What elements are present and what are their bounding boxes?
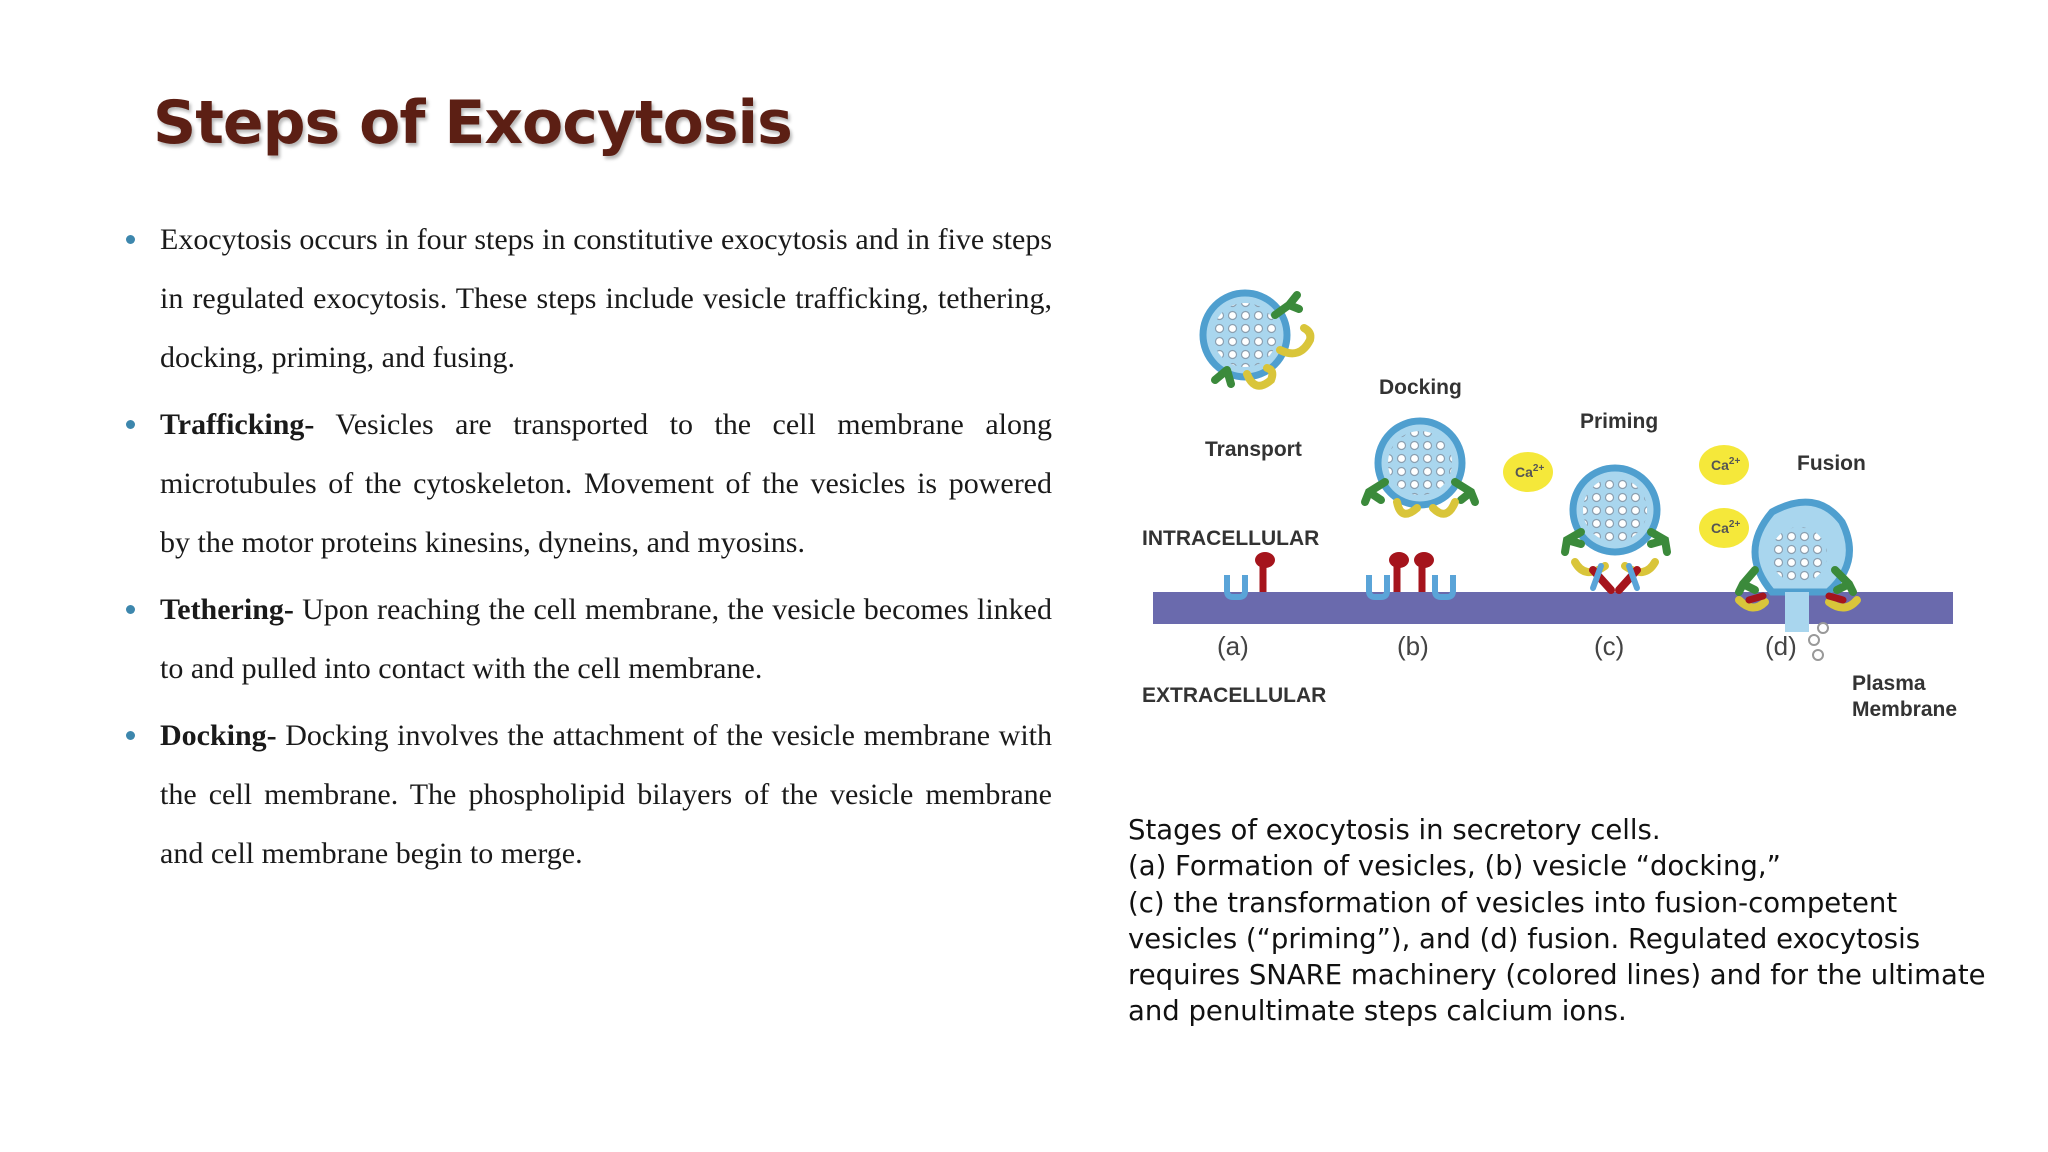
label-membrane: Membrane bbox=[1852, 698, 1958, 721]
bullet-term: Docking- bbox=[160, 719, 277, 752]
calcium-ion-charge: 2+ bbox=[1532, 463, 1545, 474]
priming-vesicle bbox=[1565, 468, 1667, 590]
figure-caption bbox=[1128, 812, 2028, 1030]
snare-proteins-b bbox=[1369, 552, 1453, 597]
slide-title: Steps of Exocytosis bbox=[153, 88, 792, 158]
label-intracellular: INTRACELLULAR bbox=[1142, 527, 1320, 550]
exocytosis-diagram-svg bbox=[1135, 270, 1975, 740]
calcium-ion-label: Ca bbox=[1515, 464, 1533, 480]
bullet-dot-icon bbox=[126, 420, 135, 429]
caption-line: requires SNARE machinery (colored lines) and for the ultimate bbox=[1128, 959, 1986, 992]
bullet-text bbox=[160, 706, 1052, 883]
label-panel-a: (a) bbox=[1217, 631, 1249, 661]
bullet-text bbox=[160, 580, 1052, 698]
bullet-term: Trafficking- bbox=[160, 408, 315, 441]
label-priming: Priming bbox=[1580, 410, 1659, 433]
calcium-ion-charge: 2+ bbox=[1728, 456, 1741, 467]
bullet-dot-icon bbox=[126, 605, 135, 614]
bullet-list bbox=[122, 210, 1052, 891]
bullet-item bbox=[122, 210, 1052, 387]
bullet-body: Vesicles are transported to the cell membrane along microtubules of the cytoskeleton. Movement of the vesicles is powered by the motor proteins kinesins, dyneins, and myosins. bbox=[160, 408, 1052, 559]
bullet-body: Upon reaching the cell membrane, the vesicle becomes linked to and pulled into contact with the cell membrane. bbox=[160, 593, 1052, 685]
bullet-body: Docking involves the attachment of the vesicle membrane with the cell membrane. The phospholipid bilayers of the vesicle membrane and cell membrane begin to merge. bbox=[160, 719, 1052, 870]
label-docking: Docking bbox=[1379, 376, 1462, 399]
snare-proteins-a bbox=[1227, 552, 1275, 597]
label-extracellular: EXTRACELLULAR bbox=[1142, 684, 1327, 707]
bullet-dot-icon bbox=[126, 235, 135, 244]
bullet-dot-icon bbox=[126, 731, 135, 740]
calcium-ion bbox=[1699, 508, 1749, 548]
calcium-ion-label: Ca bbox=[1711, 520, 1729, 536]
caption-line: and penultimate steps calcium ions. bbox=[1128, 995, 1627, 1028]
docking-vesicle bbox=[1365, 421, 1475, 514]
calcium-ion-label: Ca bbox=[1711, 457, 1729, 473]
bullet-term: Tethering- bbox=[160, 593, 294, 626]
caption-line: (a) Formation of vesicles, (b) vesicle “docking,” bbox=[1128, 850, 1781, 883]
transport-vesicle bbox=[1203, 293, 1310, 386]
label-panel-b: (b) bbox=[1397, 631, 1429, 661]
caption-line: vesicles (“priming”), and (d) fusion. Regulated exocytosis bbox=[1128, 922, 1921, 955]
label-panel-c: (c) bbox=[1594, 631, 1625, 661]
caption-line: Stages of exocytosis in secretory cells. bbox=[1128, 814, 1661, 846]
label-panel-d: (d) bbox=[1765, 631, 1797, 661]
label-plasma: Plasma bbox=[1852, 672, 1926, 695]
bullet-item bbox=[122, 580, 1052, 698]
bullet-body: Exocytosis occurs in four steps in constitutive exocytosis and in five steps in regulated exocytosis. These steps include vesicle trafficking, tethering, docking, priming, and fusing. bbox=[160, 223, 1052, 374]
bullet-item bbox=[122, 395, 1052, 572]
caption-line: (c) the transformation of vesicles into fusion-competent bbox=[1128, 886, 1898, 919]
bullet-text bbox=[160, 395, 1052, 572]
fusion-vesicle bbox=[1739, 502, 1857, 660]
label-fusion: Fusion bbox=[1797, 452, 1866, 475]
calcium-ion-charge: 2+ bbox=[1728, 519, 1741, 530]
calcium-ion bbox=[1699, 445, 1749, 485]
label-transport: Transport bbox=[1205, 438, 1302, 461]
exocytosis-diagram bbox=[1135, 270, 1975, 740]
calcium-ion bbox=[1503, 452, 1553, 492]
bullet-item bbox=[122, 706, 1052, 883]
bullet-text bbox=[160, 210, 1052, 387]
